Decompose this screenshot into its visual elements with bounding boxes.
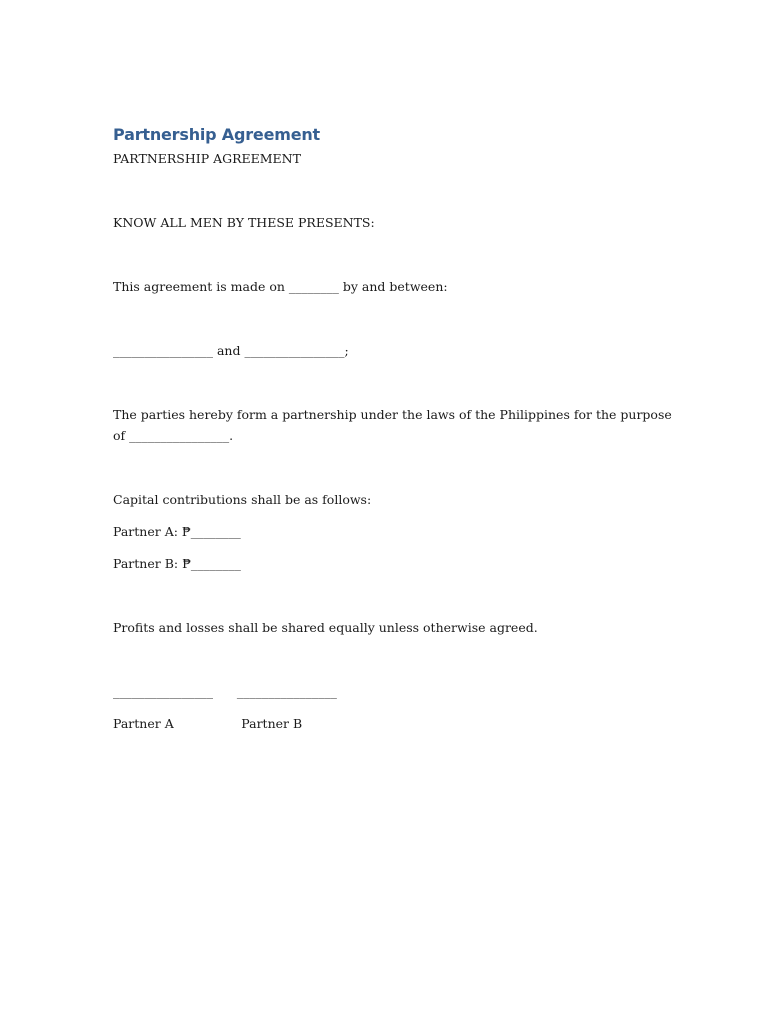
- document-page: [113, 122, 676, 734]
- document-heading: Partnership Agreement: [113, 125, 320, 144]
- parties-line: ________________ and ________________;: [113, 343, 349, 358]
- preamble: KNOW ALL MEN BY THESE PRESENTS:: [113, 215, 375, 230]
- purpose-paragraph: The parties hereby form a partnership under the laws of the Philippines for the purpose of ________________.: [113, 407, 676, 443]
- partner-b-capital: Partner B: ₱________: [113, 556, 241, 571]
- capital-heading: Capital contributions shall be as follows:: [113, 492, 372, 507]
- title-line: PARTNERSHIP AGREEMENT: [113, 151, 301, 166]
- agreement-date-line: This agreement is made on ________ by and between:: [113, 279, 448, 294]
- signature-names: Partner A Partner B: [113, 716, 303, 731]
- signature-lines: ________________ ________________: [113, 684, 337, 699]
- partner-a-capital: Partner A: ₱________: [113, 524, 241, 539]
- profits-clause: Profits and losses shall be shared equally unless otherwise agreed.: [113, 620, 538, 635]
